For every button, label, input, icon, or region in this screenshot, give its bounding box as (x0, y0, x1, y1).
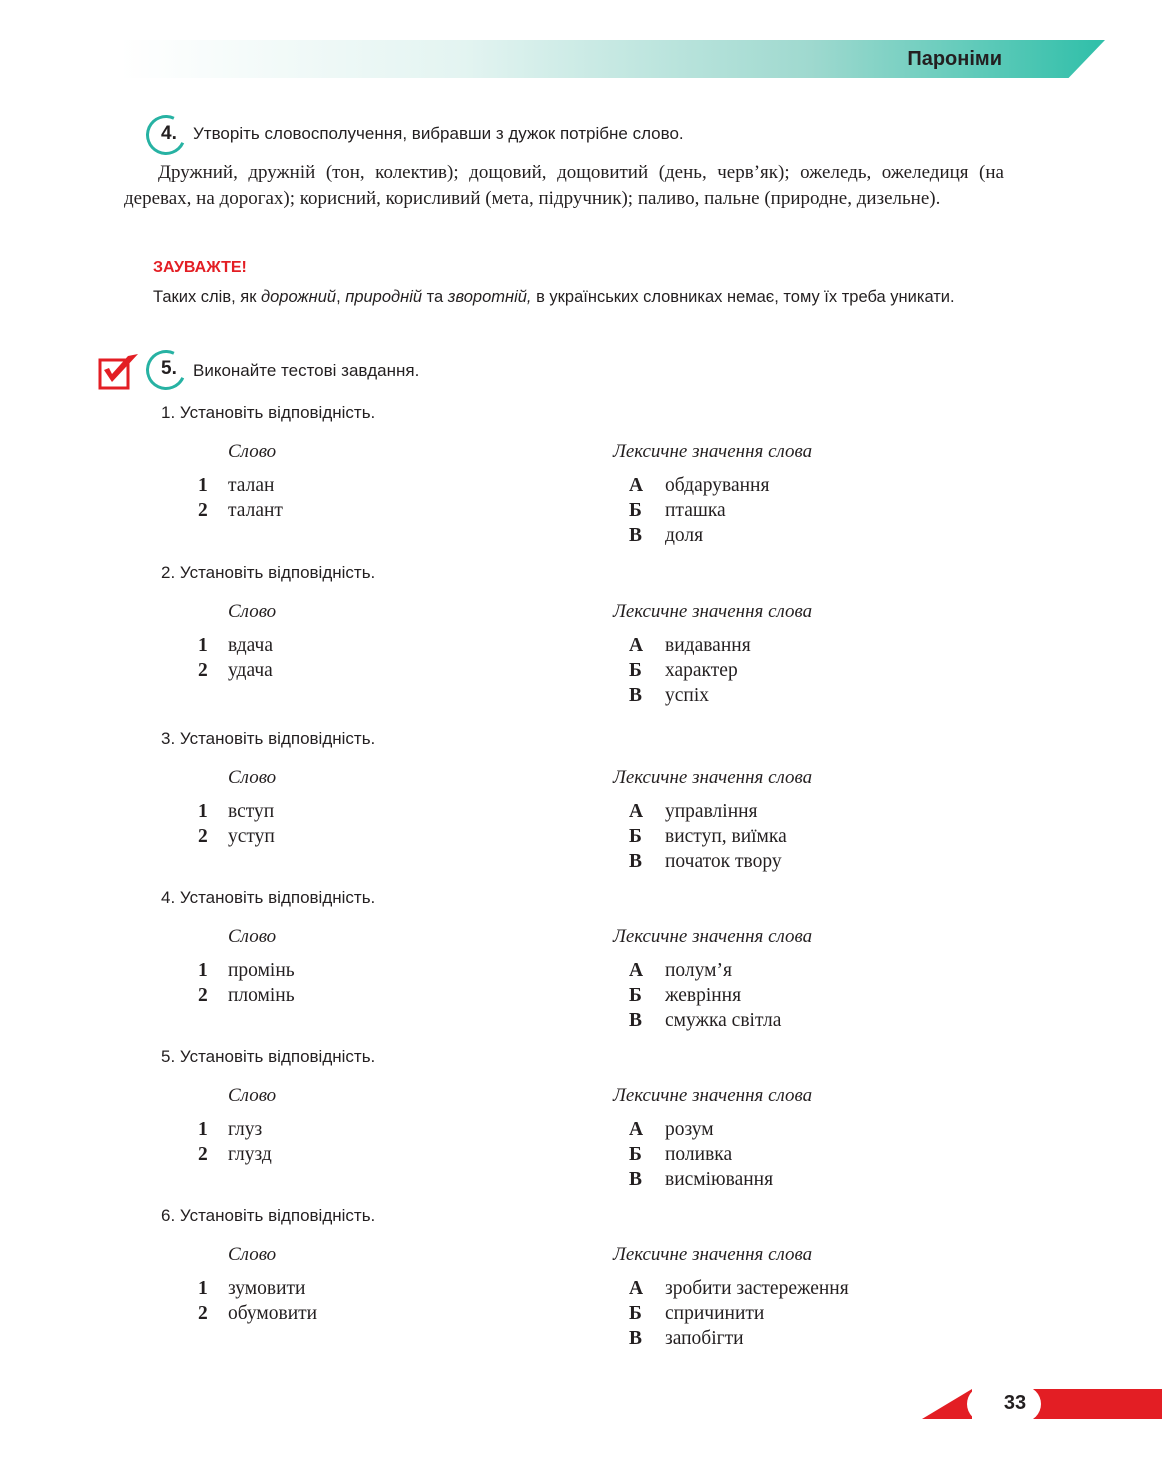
option-meaning: виступ, виїмка (665, 826, 787, 847)
option-word: глуз (228, 1119, 263, 1140)
option-letter: А (629, 635, 644, 656)
column-header-word: Слово (228, 1085, 277, 1106)
option-meaning: видавання (665, 635, 751, 656)
column-header-word: Слово (228, 767, 277, 788)
option-word: обумовити (228, 1303, 318, 1324)
option-word: зумовити (228, 1278, 306, 1299)
option-meaning: поливка (665, 1144, 733, 1165)
test-question: 6. Установіть відповідність. (161, 1206, 376, 1225)
option-letter: А (629, 960, 644, 981)
page-number: 33 (1003, 1392, 1027, 1414)
option-letter: Б (629, 660, 642, 681)
option-number: 2 (198, 1144, 208, 1165)
option-number: 2 (198, 660, 208, 681)
option-meaning: полум’я (665, 960, 732, 981)
option-meaning: розум (665, 1119, 714, 1140)
page-tab-right (1032, 1389, 1162, 1419)
page-tab-left (922, 1389, 972, 1419)
column-header-word: Слово (228, 1244, 277, 1265)
option-letter: В (629, 1010, 643, 1031)
option-letter: Б (629, 985, 642, 1006)
exercise-4-text: Дружний, дружній (тон, колектив); дощовий, дощовитий (день, черв’як); ожеледь, ожеледиця (на деревах, на дорогах); корисний, корисливий (мета, підручник); паливо, пальне (природне, дизельне). (124, 162, 1004, 209)
option-letter: Б (629, 500, 642, 521)
option-number: 1 (198, 475, 208, 496)
column-header-word: Слово (228, 441, 277, 462)
option-word: промінь (228, 960, 295, 981)
option-meaning: характер (665, 660, 738, 681)
column-header-word: Слово (228, 601, 277, 622)
column-header-word: Слово (228, 926, 277, 947)
option-meaning: жевріння (665, 985, 742, 1006)
option-word: талант (228, 500, 283, 521)
column-header-meaning: Лексичне значення слова (613, 1085, 813, 1106)
exercise-4-badge: 4. (146, 115, 184, 153)
option-number: 2 (198, 500, 208, 521)
option-letter: Б (629, 1144, 642, 1165)
option-number: 1 (198, 801, 208, 822)
option-number: 1 (198, 1278, 208, 1299)
option-meaning: висміювання (665, 1169, 774, 1190)
note-title: ЗАУВАЖТЕ! (153, 259, 247, 276)
option-meaning: пташка (665, 500, 726, 521)
column-header-meaning: Лексичне значення слова (613, 926, 813, 947)
option-letter: В (629, 1328, 643, 1349)
page-title: Пароніми (907, 48, 1002, 70)
column-header-meaning: Лексичне значення слова (613, 767, 813, 788)
checkmark-icon (98, 352, 142, 390)
column-header-meaning: Лексичне значення слова (613, 441, 813, 462)
option-word: уступ (228, 826, 275, 847)
option-meaning: початок твору (665, 851, 782, 872)
test-question: 2. Установіть відповідність. (161, 563, 376, 582)
option-meaning: успіх (665, 685, 710, 706)
option-letter: В (629, 525, 643, 546)
option-letter: В (629, 851, 643, 872)
option-letter: А (629, 801, 644, 822)
exercise-4-instruction: Утворіть словосполучення, вибравши з дужок потрібне слово. (193, 124, 684, 143)
option-letter: В (629, 685, 643, 706)
note-text: Таких слів, як дорожний, природній та зворотній, в українських словниках немає, тому їх треба уникати. (153, 288, 955, 306)
option-word: удача (228, 660, 273, 681)
option-word: вдача (228, 635, 273, 656)
option-number: 2 (198, 826, 208, 847)
option-number: 2 (198, 1303, 208, 1324)
option-word: глузд (228, 1144, 272, 1165)
option-word: вступ (228, 801, 275, 822)
column-header-meaning: Лексичне значення слова (613, 1244, 813, 1265)
option-letter: А (629, 1119, 644, 1140)
option-word: талан (228, 475, 275, 496)
option-number: 2 (198, 985, 208, 1006)
test-question: 5. Установіть відповідність. (161, 1047, 376, 1066)
test-question: 4. Установіть відповідність. (161, 888, 376, 907)
test-question: 1. Установіть відповідність. (161, 403, 376, 422)
option-letter: Б (629, 1303, 642, 1324)
column-header-meaning: Лексичне значення слова (613, 601, 813, 622)
test-question: 3. Установіть відповідність. (161, 729, 376, 748)
option-meaning: смужка світла (665, 1010, 782, 1031)
option-meaning: управління (665, 801, 758, 822)
exercise-5-instruction: Виконайте тестові завдання. (193, 361, 420, 380)
option-meaning: спричинити (665, 1303, 765, 1324)
option-letter: В (629, 1169, 643, 1190)
option-letter: А (629, 1278, 644, 1299)
option-meaning: зробити застереження (665, 1278, 849, 1299)
option-meaning: обдарування (665, 475, 770, 496)
option-meaning: доля (665, 525, 704, 546)
option-number: 1 (198, 1119, 208, 1140)
exercise-5-badge: 5. (146, 350, 184, 388)
option-word: пломінь (228, 985, 295, 1006)
option-number: 1 (198, 635, 208, 656)
option-meaning: запобігти (665, 1328, 744, 1349)
option-letter: Б (629, 826, 642, 847)
option-number: 1 (198, 960, 208, 981)
option-letter: А (629, 475, 644, 496)
